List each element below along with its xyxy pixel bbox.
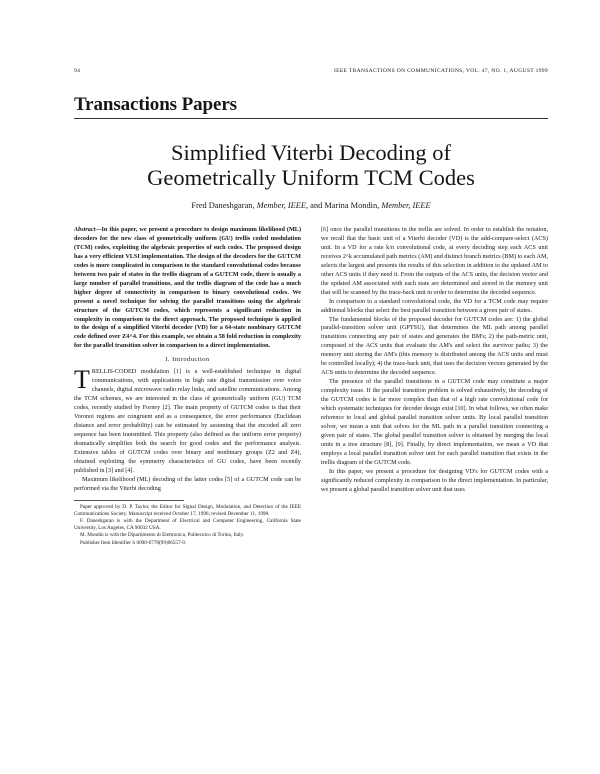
author-2: Marina Mondin, [324, 201, 380, 210]
footnote-paragraph-3: M. Mondin is with the Dipartimento di Elettronica, Politecnico di Torino, Italy. [80, 532, 245, 539]
author-conj: and [310, 201, 323, 210]
right-paragraph-5: In this paper, we present a procedure for designing VD's for GUTCM codes with a significantly reduced complexity in comparison to the direct implementation. In particular, we present a global parallel transition solver unit that uses [321, 467, 548, 493]
footnote [74, 504, 301, 547]
section-banner: Transactions Papers [74, 94, 237, 115]
right-column [321, 226, 548, 495]
paper-title [74, 140, 548, 190]
author-2-role: Member, IEEE [381, 201, 431, 210]
intro-paragraph-1 [74, 365, 301, 475]
author-line [74, 201, 548, 210]
abstract [74, 226, 301, 351]
footnote-paragraph-1: Paper approved by D. P. Taylor, the Editor for Signal Design, Modulation, and Detection of the IEEE Communications Society. Manuscript received October 17, 1996; revised December 11, 1998. [74, 503, 301, 517]
footnote-paragraph-4: Publisher Item Identifier S 0090-6778(99)06557-9. [80, 539, 187, 546]
page-number: 94 [74, 68, 81, 74]
abstract-text: In this paper, we present a procedure to design maximum likelihood (ML) decoders for the new class of geometrically uniform (GU) trellis coded modulation (TCM) codes, exploiting the algebraic properties of such codes. The proposed design has a very efficient VLSI implementation. The design of the decoders for the GUTCM codes is more complicated in comparison to the standard convolutional codes because between two pair of states in the trellis diagram of a GUTCM code, there is usually a large number of parallel transitions, and the trellis diagram of the code has a much higher degree of connectivity in comparison to binary convolutional codes. We present a novel technique for solving the parallel transitions using the algebraic structure of the GUTCM codes, which represents a significant reduction in complexity in comparison to the direct approach. The proposed technique is applied to the design of a simplified Viterbi decoder (VD) for a 64-state nonbinary GUTCM code defined over Z4^4. For this example, we obtain a 58 fold reduction in complexity for the parallel transition solver in comparison to a direct implementation. [74, 226, 301, 350]
intro-paragraph-2: Maximum likelihood (ML) decoding of the latter codes [5] of a GUTCM code can be performed via the Viterbi decoding [74, 475, 301, 492]
drop-cap: T [74, 365, 90, 395]
right-paragraph-4: The presence of the parallel transitions in a GUTCM code may constitute a major complexity issue. If the parallel transition problem is solved exhaustively, the decoding of the GUTCM codes is far more complex than that of a high rate convolutional code for which systematic techniques for decoder design exist [10]. In what follows, we often make reference to local and global parallel transition solver units. By local parallel transition solver, we mean a unit that solves for the ML path in a parallel transition connecting a given pair of states. The global parallel transition solver is obtained by merging the local units in a tree structure [8], [9]. Finally, by direct implementation, we mean a VD that employs a local parallel transition solver unit for each parallel transition that exists in the trellis diagram of the GUTCM code. [321, 378, 548, 466]
footnote-paragraph-2: F. Daneshgaran is with the Department of Electrical and Computer Engineering, California State University, Los Angeles, CA 90032 USA. [74, 518, 301, 532]
section-heading-introduction: I. Introduction [165, 356, 210, 364]
running-head [74, 68, 548, 78]
left-column [74, 226, 301, 547]
right-paragraph-3: The fundamental blocks of the proposed decoder for GUTCM codes are: 1) the global parallel-transition solver unit (GPTSU), that determines the ML path among parallel transitions connecting any pair of states and generates the BM's; 2) the path-metric unit, composed of the ACS units that evaluate the AM's and select the survivor paths; 3) the memory unit storing the AM's (this memory is distributed among the ACS units and must be controlled locally); 4) the trace-back unit, that uses the decision vectors generated by the ACS units to determine the decoded sequence. [321, 315, 548, 377]
intro-paragraph-1-text: RELLIS-CODED modulation [1] is a well-established technique in digital communications, with applications in high rate digital transmission over voice channels, digital microwave radio relay links, and satellite communications. Among the TCM schemes, we are interested in the class of geometrically uniform (GU) TCM codes, recently studied by Forney [2]. The main property of GUTCM codes is that their Voronoi regions are congruent and as a consequence, the error performance (Euclidean distance and error probability) can be estimated by assuming that the encoded all zero sequence has been transmitted. This property (also defined as the uniform error property) dramatically simplifies both the search for good codes and the performance analysis. Extensive tables of GUTCM codes over binary and nonbinary groups (Z2 and Z4), obtained exploiting the symmetry characteristics of GU codes, have been recently published in [3] and [4]. [74, 368, 301, 474]
abstract-lead: Abstract— [74, 226, 102, 233]
title-line-1: Simplified Viterbi Decoding of [170, 140, 452, 165]
author-1: Fred Daneshgaran, [191, 201, 255, 210]
author-1-role: Member, IEEE, [256, 201, 309, 210]
introduction [74, 365, 301, 493]
journal-header: IEEE TRANSACTIONS ON COMMUNICATIONS, VOL. 47, NO. 1, AUGUST 1999 [333, 68, 548, 74]
right-paragraph-2: In comparison to a standard convolutional code, the VD for a TCM code may require additional blocks that select the best parallel transition between a given pair of states. [321, 297, 548, 314]
header-rule [74, 118, 548, 119]
right-paragraph-1: [6] once the parallel transitions in the trellis are solved. In order to establish the notation, we recall that the basic unit of a Viterbi decoder (VD) is the add-compare-select (ACS) unit. In a VD for a rate k/n convolutional code, at every decoding step each ACS unit receives 2^k accumulated path metrics (AM) and distinct branch metrics (BM) to each AM, selects the largest and presents the results of this selection in addition to the updated AM to other ACS units if they need it. From the outputs of the ACS units, the decision vector and the updated AM associated with each state are determined and stored in the memory unit that will be scanned by the trace-back unit in order to determine the decoded sequence. [321, 226, 548, 296]
title-line-2: Geometrically Uniform TCM Codes [147, 165, 475, 190]
